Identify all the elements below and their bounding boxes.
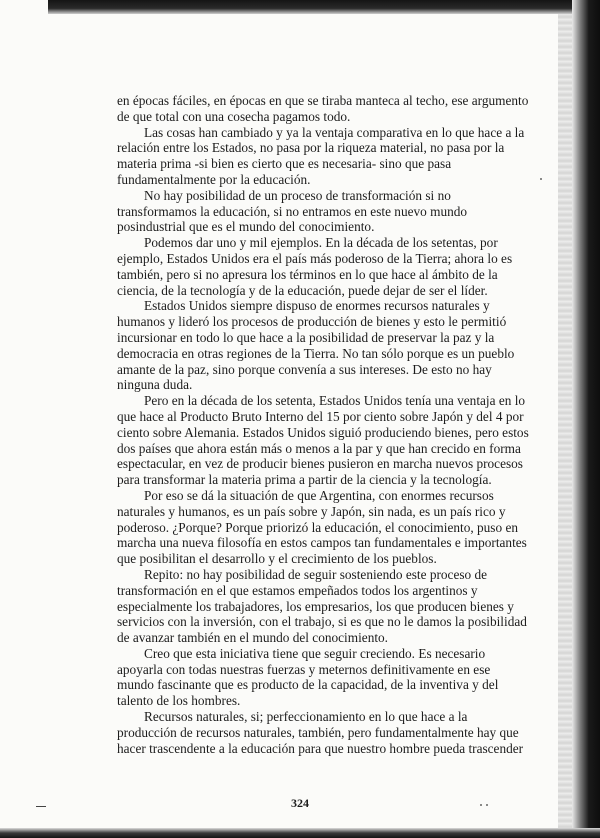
paragraph-5: Estados Unidos siempre dispuso de enormes recursos naturales y humanos y lideró los procesos de producción de bienes y esto le permitió incursionar en todo lo que hace a la posibilidad de preservar la paz y la democracia en otras regiones de la Tierra. No tan sólo porque es un pueblo amante de la paz, sino porque convenía a sus intereses. De esto no hay ninguna duda. (117, 298, 515, 393)
scan-edge-top (0, 0, 600, 14)
paragraph-2: Las cosas han cambiado y ya la ventaja comparativa en lo que hace a la relación entre los Estados, no pasa por la riqueza material, no pasa por la materia prima -si bien es cierto que es necesaria- sino que pasa fundamentalmente por la educación. (117, 124, 525, 187)
paragraph-10: Recursos naturales, si; perfeccionamiento en lo que hace a la producción de recursos naturales, también, pero fundamentalmente hay que hacer trascendente a la educación para que nuestro hombre pueda trascender (117, 709, 524, 756)
paragraph-8: Repito: no hay posibilidad de seguir sosteniendo este proceso de transformación en el que estamos empeñados todos los argentinos y especialmente los trabajadores, los empresarios, los que producen bienes y servicios con la inversión, con el trabajo, si es que no le damos la posibilidad de avanzar también en el mundo del conocimiento. (117, 566, 527, 646)
scan-edge-right (572, 0, 600, 838)
paragraph-6: Pero en la década de los setenta, Estados Unidos tenía una ventaja en lo que hace al Producto Bruto Interno del 15 por ciento sobre Japón y del 4 por ciento sobre Alemania. Estados Unidos siguió produciendo bienes, pero estos dos países que ahora están más o menos a la par y que han crecido en forma espectacular, en vez de producir bienes pusieron en marcha nuevos procesos para transformar la materia prima a partir de la ciencia y la tecnología. (117, 393, 529, 488)
scan-edge-top-gap (0, 0, 48, 16)
scan-speck (486, 804, 488, 806)
paragraph-9: Creo que esta iniciativa tiene que seguir creciendo. Es necesario apoyarla con todas nuestras fuerzas y meternos definitivamente en ese mundo fascinante que es producto de la capacidad, de la inventiva y del talento de los hombres. (117, 645, 499, 709)
paragraph-4: Podemos dar uno y mil ejemplos. En la década de los setentas, por ejemplo, Estados Unidos era el país más poderoso de la Tierra; ahora lo es también, pero si no apresura los términos en lo que hace al ámbito de la ciencia, de la tecnología y de la educación, puede dejar de ser el líder. (117, 235, 513, 298)
scan-edge-bottom (0, 828, 600, 838)
paragraph-1: en épocas fáciles, en épocas en que se tiraba manteca al techo, ese argumento de que total con una cosecha pagamos todo. (117, 93, 529, 124)
paragraph-3: No hay posibilidad de un proceso de transformación si no transformamos la educación, si no entramos en este nuevo mundo posindustrial que es el mundo del conocimiento. (117, 187, 468, 235)
body-text (117, 93, 529, 756)
paragraph-7: Por eso se dá la situación de que Argentina, con enormes recursos naturales y humanos, es un país sobre y Japón, sin nada, es un país rico y poderoso. ¿Porque? Porque priorizó la educación, el conocimiento, puso en marcha una nueva filosofía en estos campos tan fundamentales e importantes que posibilitan el desarrollo y el crecimiento de los pueblos. (117, 487, 527, 567)
scan-speck (540, 178, 542, 180)
page-number: 324 (291, 796, 309, 810)
scan-mark (36, 806, 46, 807)
scan-edge-right-shadow (558, 14, 572, 838)
scan-speck (480, 804, 482, 806)
